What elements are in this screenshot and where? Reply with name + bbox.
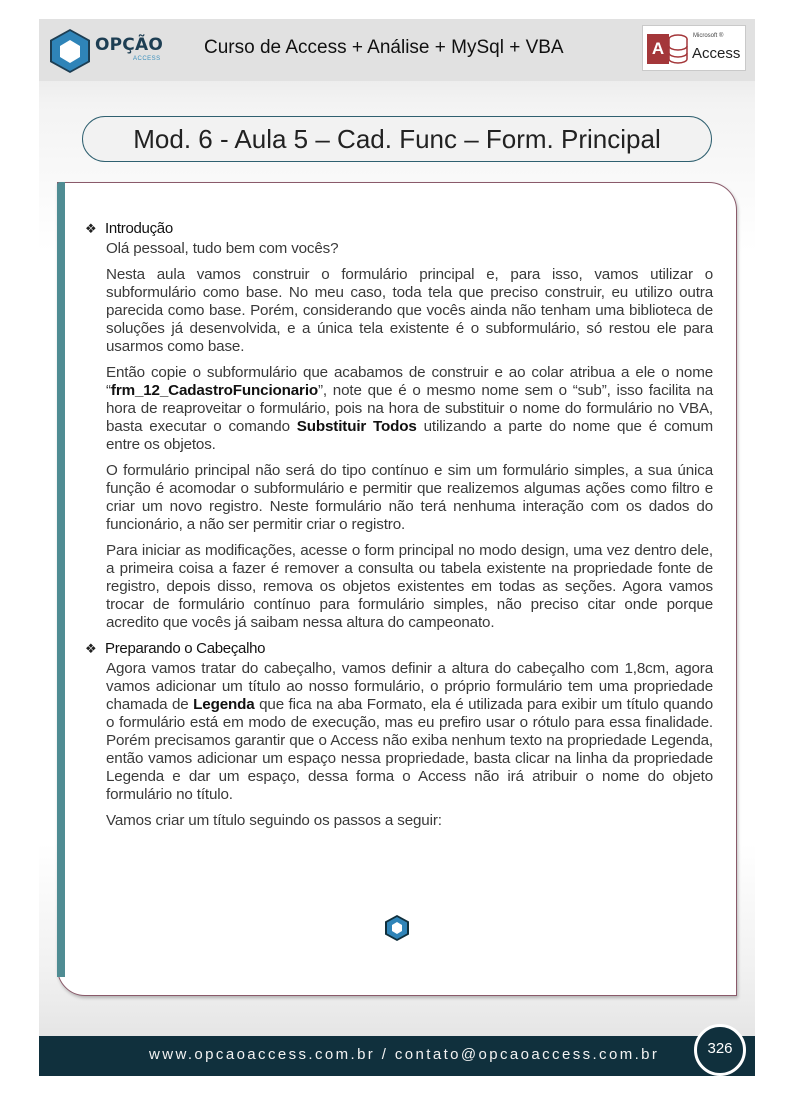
document-page (39, 19, 755, 1076)
section-heading-label: Introdução (105, 220, 173, 237)
access-label: Access (692, 45, 741, 62)
text-run: Então copie o subformulário que acabamos de construir e ao colar atribua a ele o nome “ (106, 364, 713, 399)
paragraph: Para iniciar as modificações, acesse o form principal no modo design, uma vez dentro dele, a primeira coisa a fazer é remover a consulta ou tabela existente na propriedade fonte de registro, depois disso, remova os objetos existentes em todas as seções. Agora vamos trocar de formulário contínuo para formulário simples, não preciso citar onde porque acredito que vocês já saibam nessa altura do campeonato. (106, 542, 713, 631)
form-name-bold: frm_12_CadastroFuncionario (110, 382, 319, 399)
text-run: utilizando a parte do nome que é comum entre os objetos. (106, 418, 713, 453)
section-heading-intro (85, 220, 713, 238)
text-run: Agora vamos tratar do cabeçalho, vamos definir a altura do cabeçalho com 1,8cm, agora vamos adicionar um título ao nosso formulário, o próprio formulário tem uma propriedade chamada de (106, 660, 713, 713)
diamond-bullet-icon: ❖ (85, 641, 97, 656)
logo-text: OPÇÃO (95, 35, 163, 55)
paragraph (106, 364, 713, 454)
section-heading-header-prep (85, 640, 713, 658)
contact-info: www.opcaoaccess.com.br / contato@opcaoaccess.com.br (149, 1046, 660, 1063)
paragraph: Nesta aula vamos construir o formulário principal e, para isso, vamos utilizar o subformulário como base. No meu caso, toda tela que preciso construir, eu utilizo outra parecida como base. Porém, considerando que vocês ainda não tenham uma biblioteca de soluções já desenvolvida, e a única tela existente é o subformulário, só restou ele para usarmos como base. (106, 266, 713, 355)
logo-subtext: ACCESS (133, 56, 161, 62)
hexagon-logo-icon (47, 27, 93, 75)
diamond-bullet-icon: ❖ (85, 221, 97, 236)
accent-bar (57, 182, 65, 977)
page-footer (39, 1036, 755, 1076)
property-name-bold: Legenda (193, 696, 255, 713)
microsoft-label: Microsoft ® (693, 33, 724, 39)
lesson-title: Mod. 6 - Aula 5 – Cad. Func – Form. Principal (82, 116, 712, 162)
database-icon (668, 34, 688, 64)
paragraph (106, 660, 713, 804)
page-header (39, 19, 755, 81)
text-run: que fica na aba Formato, ela é utilizada para exibir um título quando o formulário está em modo de execução, mas eu prefiro usar o rótulo para essa finalidade. Porém precisamos garantir que o Access não exiba nenhum texto na propriedade Legenda, então vamos adicionar um espaço nessa propriedade, basta clicar na linha da propriedade Legenda e dar um espaço, dessa forma o Access não irá atribuir o nome do objeto formulário no título. (106, 696, 713, 803)
access-letter-icon: A (647, 34, 669, 64)
opcao-access-logo (47, 27, 177, 73)
paragraph: O formulário principal não será do tipo contínuo e sim um formulário simples, a sua única função é acomodar o subformulário e permitir que realizemos algumas ações como filtro e criar um novo registro. Neste formulário não terá nenhuma interação com os dados do funcionário, a não ser permitir criar o registro. (106, 462, 713, 533)
page-number: 326 (694, 1024, 746, 1076)
hexagon-ornament-icon (384, 914, 410, 942)
paragraph: Vamos criar um título seguindo os passos a seguir: (106, 812, 442, 829)
section-heading-label: Preparando o Cabeçalho (105, 640, 266, 657)
paragraph: Olá pessoal, tudo bem com vocês? (106, 240, 339, 257)
lesson-body (85, 220, 713, 838)
course-title: Curso de Access + Análise + MySql + VBA (204, 37, 564, 58)
command-name-bold: Substituir Todos (296, 418, 417, 435)
text-run: ”, note que é o mesmo nome sem o “sub”, isso facilita na hora de reaproveitar o formulário, pois na hora de substituir o nome do formulário no VBA, basta executar o comando (106, 382, 713, 435)
ms-access-logo (642, 25, 746, 71)
